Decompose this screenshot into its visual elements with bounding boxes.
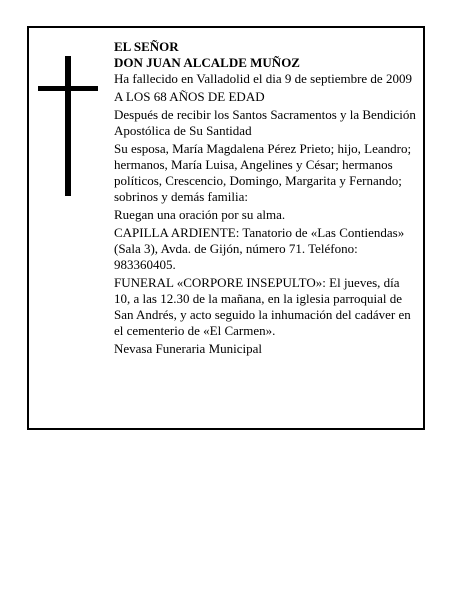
sacraments-line: Después de recibir los Santos Sacramentos y la Bendición Apostólica de Su Santidad [114,107,416,138]
deceased-name: DON JUAN ALCALDE MUÑOZ [114,55,300,70]
prayer-line: Ruegan una oración por su alma. [114,207,286,222]
age-line: A LOS 68 AÑOS DE EDAD [114,89,265,104]
death-info: Ha fallecido en Valladolid el dia 9 de septiembre de 2009 [114,71,412,86]
funeral-home-line: Nevasa Funeraria Municipal [114,341,263,356]
chapel-line: CAPILLA ARDIENTE: Tanatorio de «Las Contiendas» (Sala 3), Avda. de Gijón, número 71. Teléfono: 983360405. [114,225,405,272]
cross-icon [38,56,98,196]
title-line-1: EL SEÑOR [114,39,179,54]
family-line: Su esposa, María Magdalena Pérez Prieto; hijo, Leandro; hermanos, María Luisa, Angelines y César; hermanos políticos, Crescencio, Domingo, Margarita y Fernando; sobrinos y demás familia: [114,141,412,204]
cross-vertical-bar [65,56,71,196]
obituary-text [114,39,418,359]
funeral-line: FUNERAL «CORPORE INSEPULTO»: El jueves, día 10, a las 12.30 de la mañana, en la iglesia parroquial de San Andrés, y acto seguido la inhumación del cadáver en el cementerio de «El Carmen». [114,275,411,338]
cross-horizontal-bar [38,86,98,91]
